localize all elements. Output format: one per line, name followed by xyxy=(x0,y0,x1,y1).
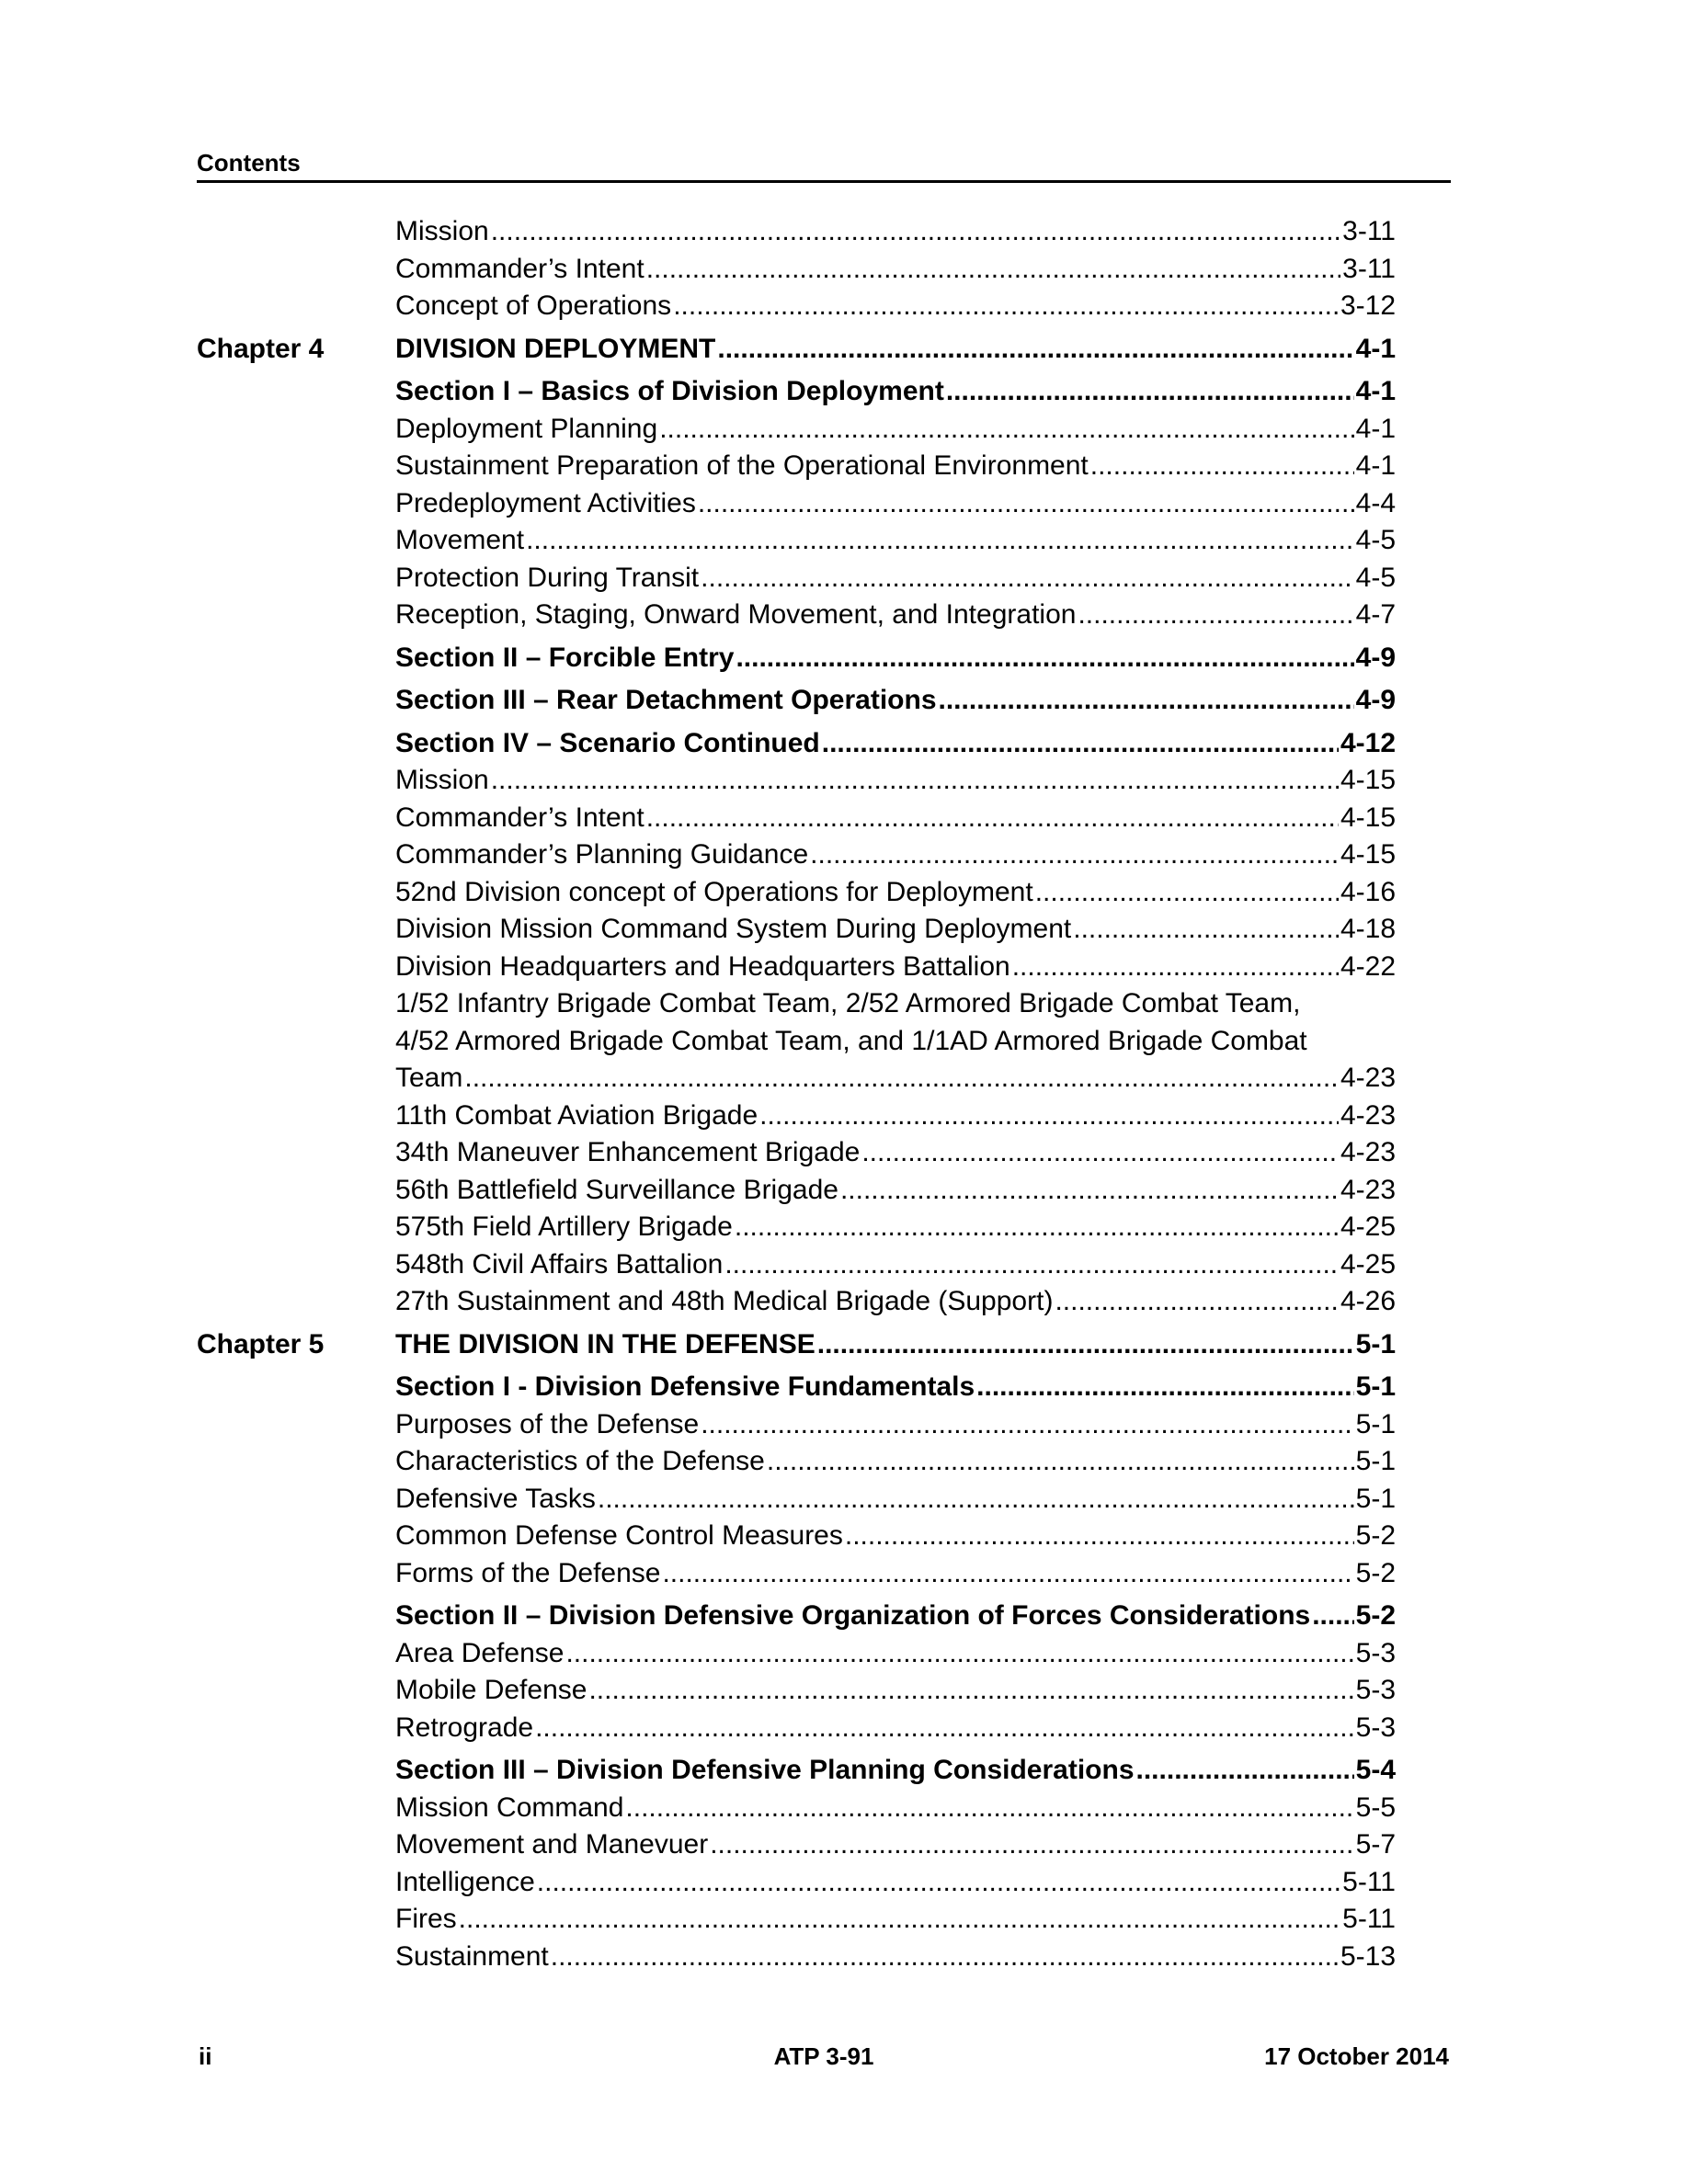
toc-chapter-label: Chapter 5 xyxy=(197,1328,325,1359)
toc-entry-title: DIVISION DEPLOYMENT xyxy=(395,333,716,364)
footer-date: 17 October 2014 xyxy=(1264,2042,1449,2070)
toc-entry[interactable] xyxy=(395,597,1396,634)
toc-page-number: 4-7 xyxy=(1355,599,1396,630)
toc-entry[interactable] xyxy=(395,1635,1396,1673)
toc-page-number: 4-1 xyxy=(1355,333,1396,364)
toc-page-number: 4-1 xyxy=(1355,450,1396,481)
toc-entry[interactable] xyxy=(395,331,1396,369)
toc-entry-title: Retrograde xyxy=(395,1712,534,1743)
toc-entry[interactable] xyxy=(395,682,1396,720)
toc-page-number: 3-11 xyxy=(1342,216,1396,246)
toc-dot-leader xyxy=(1312,1598,1353,1635)
toc-entry[interactable] xyxy=(395,1481,1396,1519)
toc-section-row[interactable] xyxy=(0,1369,1688,1406)
toc-dot-leader xyxy=(817,1326,1354,1364)
toc-entry-title: Section I - Division Defensive Fundamentals xyxy=(395,1371,975,1402)
toc-page-number: 5-3 xyxy=(1355,1637,1396,1668)
toc-chapter-row[interactable] xyxy=(0,1326,1688,1364)
toc-entry-title: THE DIVISION IN THE DEFENSE xyxy=(395,1328,815,1359)
toc-entry-title: Movement and Manevuer xyxy=(395,1829,709,1860)
toc-dot-leader xyxy=(1012,949,1339,986)
toc-entry-title: Team xyxy=(395,1063,463,1093)
toc-page-number: 5-13 xyxy=(1340,1940,1396,1972)
toc-entry[interactable] xyxy=(395,288,1396,325)
toc-entry-title: 11th Combat Aviation Brigade xyxy=(395,1099,758,1131)
toc-page-number: 4-1 xyxy=(1355,376,1396,406)
toc-entry-title: Section III – Division Defensive Planning Considerations xyxy=(395,1755,1135,1785)
toc-entry[interactable] xyxy=(395,373,1396,411)
toc-entry-row[interactable] xyxy=(0,1481,1688,1519)
toc-dot-leader xyxy=(767,1443,1354,1481)
toc-entry-title: 575th Field Artillery Brigade xyxy=(395,1211,733,1242)
toc-entry[interactable] xyxy=(395,725,1396,763)
toc-entry[interactable] xyxy=(395,836,1396,874)
toc-entry[interactable] xyxy=(395,1752,1396,1790)
toc-page-number: 4-23 xyxy=(1340,1174,1396,1205)
toc-entry-row[interactable] xyxy=(0,522,1688,560)
toc-entry-row[interactable] xyxy=(0,1864,1688,1902)
toc-dot-leader xyxy=(1078,597,1353,634)
toc-entry-title: Commander’s Planning Guidance xyxy=(395,839,809,870)
toc-dot-leader xyxy=(946,373,1354,411)
toc-entry-row[interactable] xyxy=(0,1283,1688,1321)
toc-entry-title: Intelligence xyxy=(395,1866,535,1897)
toc-page-number: 4-23 xyxy=(1340,1137,1396,1167)
toc-entry[interactable] xyxy=(395,1246,1396,1284)
toc-entry[interactable] xyxy=(395,448,1396,485)
toc-entry[interactable] xyxy=(395,213,1396,251)
toc-dot-leader xyxy=(840,1172,1339,1210)
toc-page-number: 4-26 xyxy=(1340,1286,1396,1316)
toc-page-number: 5-2 xyxy=(1355,1557,1396,1588)
toc-entry-row[interactable] xyxy=(0,1710,1688,1747)
toc-entry-row[interactable] xyxy=(0,1672,1688,1710)
toc-entry-title: Sustainment Preparation of the Operational Environment xyxy=(395,450,1089,481)
toc-entry[interactable] xyxy=(395,1790,1396,1827)
toc-entry[interactable] xyxy=(395,1710,1396,1747)
toc-dot-leader xyxy=(939,682,1354,720)
toc-page-number: 4-22 xyxy=(1340,950,1396,982)
toc-dot-leader xyxy=(646,800,1339,837)
toc-page-number: 4-25 xyxy=(1340,1248,1396,1280)
toc-entry[interactable] xyxy=(395,762,1396,800)
toc-page-number: 5-11 xyxy=(1342,1904,1396,1934)
toc-entry[interactable] xyxy=(395,411,1396,449)
toc-dot-leader xyxy=(724,1246,1339,1284)
toc-entry-title: Movement xyxy=(395,525,525,555)
header-title: Contents xyxy=(197,149,301,176)
toc-entry-row[interactable] xyxy=(0,560,1688,597)
toc-entry-title: Area Defense xyxy=(395,1637,565,1668)
toc-dot-leader xyxy=(810,836,1339,874)
toc-entry-row[interactable] xyxy=(0,1790,1688,1827)
toc-entry[interactable] xyxy=(395,1060,1396,1098)
toc-dot-leader xyxy=(459,1901,1341,1939)
toc-page-number: 3-12 xyxy=(1340,290,1396,321)
toc-entry-title: Commander’s Intent xyxy=(395,802,644,833)
toc-entry-title: 34th Maneuver Enhancement Brigade xyxy=(395,1137,861,1167)
toc-page-number: 4-5 xyxy=(1355,525,1396,555)
toc-entry-row[interactable] xyxy=(0,800,1688,837)
toc-section-row[interactable] xyxy=(0,725,1688,763)
toc-entry-title: Section III – Rear Detachment Operations xyxy=(395,685,937,715)
toc-page-number: 5-2 xyxy=(1355,1600,1396,1631)
toc-page-number: 4-15 xyxy=(1340,839,1396,870)
toc-dot-leader xyxy=(565,1635,1353,1673)
toc-entry-row[interactable] xyxy=(0,1826,1688,1864)
toc-page-number: 3-11 xyxy=(1342,253,1396,284)
toc-entry-title: Characteristics of the Defense xyxy=(395,1446,765,1476)
toc-entry-title: Predeployment Activities xyxy=(395,487,696,518)
toc-entry-text: 4/52 Armored Brigade Combat Team, and 1/1AD Armored Brigade Combat xyxy=(395,1025,1307,1056)
toc-entry[interactable] xyxy=(395,1172,1396,1210)
toc-page-number: 5-3 xyxy=(1355,1712,1396,1743)
toc-dot-leader xyxy=(698,485,1354,523)
toc-entry-row[interactable] xyxy=(0,1172,1688,1210)
toc-entry-title: Defensive Tasks xyxy=(395,1483,596,1514)
toc-dot-leader xyxy=(822,725,1339,763)
toc-entry-title: Section II – Forcible Entry xyxy=(395,642,735,673)
toc-entry-line xyxy=(0,985,1688,1023)
toc-entry-title: Protection During Transit xyxy=(395,562,700,593)
toc-entry-title: Reception, Staging, Onward Movement, and Integration xyxy=(395,599,1077,630)
toc-entry-row[interactable] xyxy=(0,288,1688,325)
toc-page-number: 4-25 xyxy=(1340,1211,1396,1242)
toc-entry[interactable] xyxy=(395,1901,1396,1939)
toc-entry-row[interactable] xyxy=(0,762,1688,800)
toc-dot-leader xyxy=(646,251,1340,289)
toc-dot-leader xyxy=(1055,1283,1339,1321)
toc-entry[interactable] xyxy=(395,949,1396,986)
toc-entry[interactable] xyxy=(395,1443,1396,1481)
toc-entry[interactable] xyxy=(395,640,1396,677)
toc-entry-row[interactable] xyxy=(0,1555,1688,1593)
toc-dot-leader xyxy=(845,1518,1354,1555)
toc-section-row[interactable] xyxy=(0,1598,1688,1635)
toc-entry-row[interactable] xyxy=(0,836,1688,874)
toc-entry-title: Mobile Defense xyxy=(395,1675,587,1705)
toc-section-row[interactable] xyxy=(0,1752,1688,1790)
toc-entry[interactable] xyxy=(395,560,1396,597)
toc-dot-leader xyxy=(673,288,1339,325)
toc-chapter-label: Chapter 4 xyxy=(197,333,325,364)
toc-dot-leader xyxy=(537,1864,1340,1902)
toc-entry-title: 548th Civil Affairs Battalion xyxy=(395,1248,724,1280)
toc-dot-leader xyxy=(735,1209,1339,1246)
toc-dot-leader xyxy=(1073,911,1339,949)
toc-entry-row[interactable] xyxy=(0,1901,1688,1939)
toc-page-number: 5-7 xyxy=(1355,1829,1396,1860)
toc-entry[interactable] xyxy=(395,1406,1396,1444)
toc-dot-leader xyxy=(662,1555,1353,1593)
toc-entry-row[interactable] xyxy=(0,485,1688,523)
toc-page-number: 4-9 xyxy=(1355,642,1396,673)
toc-entry-title: Purposes of the Defense xyxy=(395,1408,700,1439)
toc-dot-leader xyxy=(526,522,1354,560)
toc-page-number: 5-5 xyxy=(1355,1792,1396,1823)
toc-entry-row[interactable] xyxy=(0,1098,1688,1135)
toc-entry-title: Commander’s Intent xyxy=(395,253,644,284)
toc-dot-leader xyxy=(535,1710,1354,1747)
toc-page-number: 4-23 xyxy=(1340,1099,1396,1131)
toc-dot-leader xyxy=(598,1481,1354,1519)
toc-entry-title: 52nd Division concept of Operations for Deployment xyxy=(395,876,1033,907)
footer-publication: ATP 3-91 xyxy=(773,2042,874,2070)
toc-entry[interactable] xyxy=(395,1209,1396,1246)
toc-dot-leader xyxy=(717,331,1353,369)
toc-dot-leader xyxy=(551,1939,1339,1976)
toc-entry[interactable] xyxy=(395,874,1396,912)
toc-entry-row[interactable] xyxy=(0,874,1688,912)
toc-dot-leader xyxy=(659,411,1353,449)
toc-entry-title: Division Mission Command System During Deployment xyxy=(395,914,1072,944)
toc-entry-row[interactable] xyxy=(0,1209,1688,1246)
toc-section-row[interactable] xyxy=(0,373,1688,411)
footer-page-number: ii xyxy=(199,2042,212,2070)
toc-entry[interactable] xyxy=(395,1369,1396,1406)
toc-page-number: 5-3 xyxy=(1355,1675,1396,1705)
toc-dot-leader xyxy=(1136,1752,1354,1790)
toc-page-number: 4-18 xyxy=(1340,914,1396,944)
toc-page-number: 5-11 xyxy=(1342,1866,1396,1897)
toc-entry-title: Mission Command xyxy=(395,1792,624,1823)
toc-entry-row[interactable] xyxy=(0,1518,1688,1555)
toc-entry[interactable] xyxy=(395,485,1396,523)
toc-entry-title: Section IV – Scenario Continued xyxy=(395,727,820,758)
toc-entry[interactable] xyxy=(395,1826,1396,1864)
toc-page-number: 4-23 xyxy=(1340,1063,1396,1093)
toc-entry-row[interactable] xyxy=(0,597,1688,634)
toc-entry[interactable] xyxy=(395,1518,1396,1555)
toc-page-number: 4-5 xyxy=(1355,562,1396,593)
toc-entry-title: Division Headquarters and Headquarters Battalion xyxy=(395,950,1010,982)
toc-entry-title: 27th Sustainment and 48th Medical Brigade (Support) xyxy=(395,1286,1054,1316)
toc-dot-leader xyxy=(1035,874,1339,912)
toc-entry[interactable] xyxy=(395,1672,1396,1710)
toc-entry-row[interactable] xyxy=(0,213,1688,251)
toc-entry-row[interactable] xyxy=(0,911,1688,949)
toc-entry[interactable] xyxy=(395,1598,1396,1635)
toc-entry[interactable] xyxy=(395,800,1396,837)
toc-entry-title: Common Defense Control Measures xyxy=(395,1520,843,1551)
toc-page-number: 4-15 xyxy=(1340,802,1396,833)
toc-entry-title: Fires xyxy=(395,1904,457,1934)
toc-dot-leader xyxy=(976,1369,1353,1406)
toc-entry-row[interactable] xyxy=(0,251,1688,289)
toc-entry[interactable] xyxy=(395,1098,1396,1135)
toc-page-number: 4-9 xyxy=(1355,685,1396,715)
toc-entry-row[interactable] xyxy=(0,949,1688,986)
toc-page-number: 4-4 xyxy=(1355,487,1396,518)
toc-entry[interactable] xyxy=(395,1555,1396,1593)
toc-entry-line xyxy=(0,1023,1688,1061)
toc-entry[interactable] xyxy=(395,911,1396,949)
toc-entry[interactable] xyxy=(395,1134,1396,1172)
toc-entry-title: Section I – Basics of Division Deployment xyxy=(395,376,944,406)
toc-entry-title: Mission xyxy=(395,216,489,246)
table-of-contents xyxy=(0,213,1688,1975)
toc-page-number: 5-1 xyxy=(1355,1371,1396,1402)
toc-entry-title: Section II – Division Defensive Organization of Forces Considerations xyxy=(395,1600,1311,1631)
toc-dot-leader xyxy=(464,1060,1339,1098)
toc-page-number: 5-1 xyxy=(1355,1483,1396,1514)
page-header xyxy=(197,147,1451,183)
toc-entry-row[interactable] xyxy=(0,411,1688,449)
toc-entry-row[interactable] xyxy=(0,1060,1688,1098)
toc-dot-leader xyxy=(759,1098,1339,1135)
toc-entry-row[interactable] xyxy=(0,1134,1688,1172)
toc-entry-row[interactable] xyxy=(0,1939,1688,1976)
toc-page-number: 4-12 xyxy=(1340,727,1396,758)
toc-page-number: 5-4 xyxy=(1355,1755,1396,1785)
toc-dot-leader xyxy=(736,640,1353,677)
toc-entry-row[interactable] xyxy=(0,448,1688,485)
toc-entry[interactable] xyxy=(395,1283,1396,1321)
toc-page-number: 4-1 xyxy=(1355,413,1396,444)
toc-dot-leader xyxy=(625,1790,1353,1827)
toc-dot-leader xyxy=(491,762,1339,800)
toc-page-number: 4-16 xyxy=(1340,876,1396,907)
toc-entry-title: Concept of Operations xyxy=(395,290,672,321)
toc-page-number: 5-1 xyxy=(1355,1328,1396,1359)
toc-dot-leader xyxy=(701,560,1353,597)
toc-entry-title: Mission xyxy=(395,765,489,795)
toc-dot-leader xyxy=(861,1134,1339,1172)
toc-entry[interactable] xyxy=(395,1864,1396,1902)
toc-entry-row[interactable] xyxy=(0,1246,1688,1284)
toc-dot-leader xyxy=(1090,448,1354,485)
toc-dot-leader xyxy=(710,1826,1353,1864)
toc-entry-row[interactable] xyxy=(0,1443,1688,1481)
toc-entry-row[interactable] xyxy=(0,1635,1688,1673)
toc-entry-title: Sustainment xyxy=(395,1940,549,1972)
toc-entry[interactable] xyxy=(395,1326,1396,1364)
toc-entry[interactable] xyxy=(395,251,1396,289)
toc-dot-leader xyxy=(588,1672,1353,1710)
toc-entry-row[interactable] xyxy=(0,1406,1688,1444)
toc-page-number: 5-2 xyxy=(1355,1520,1396,1551)
page-footer xyxy=(197,2042,1451,2074)
toc-entry[interactable] xyxy=(395,522,1396,560)
toc-entry[interactable] xyxy=(395,1939,1396,1976)
toc-section-row[interactable] xyxy=(0,640,1688,677)
toc-dot-leader xyxy=(491,213,1340,251)
toc-page-number: 5-1 xyxy=(1355,1408,1396,1439)
toc-entry-title: Deployment Planning xyxy=(395,413,658,444)
toc-dot-leader xyxy=(701,1406,1353,1444)
toc-page-number: 5-1 xyxy=(1355,1446,1396,1476)
toc-page-number: 4-15 xyxy=(1340,765,1396,795)
toc-entry-title: Forms of the Defense xyxy=(395,1557,661,1588)
toc-entry-title: 56th Battlefield Surveillance Brigade xyxy=(395,1174,838,1205)
toc-entry-text: 1/52 Infantry Brigade Combat Team, 2/52 Armored Brigade Combat Team, xyxy=(395,988,1301,1018)
toc-section-row[interactable] xyxy=(0,682,1688,720)
toc-chapter-row[interactable] xyxy=(0,331,1688,369)
